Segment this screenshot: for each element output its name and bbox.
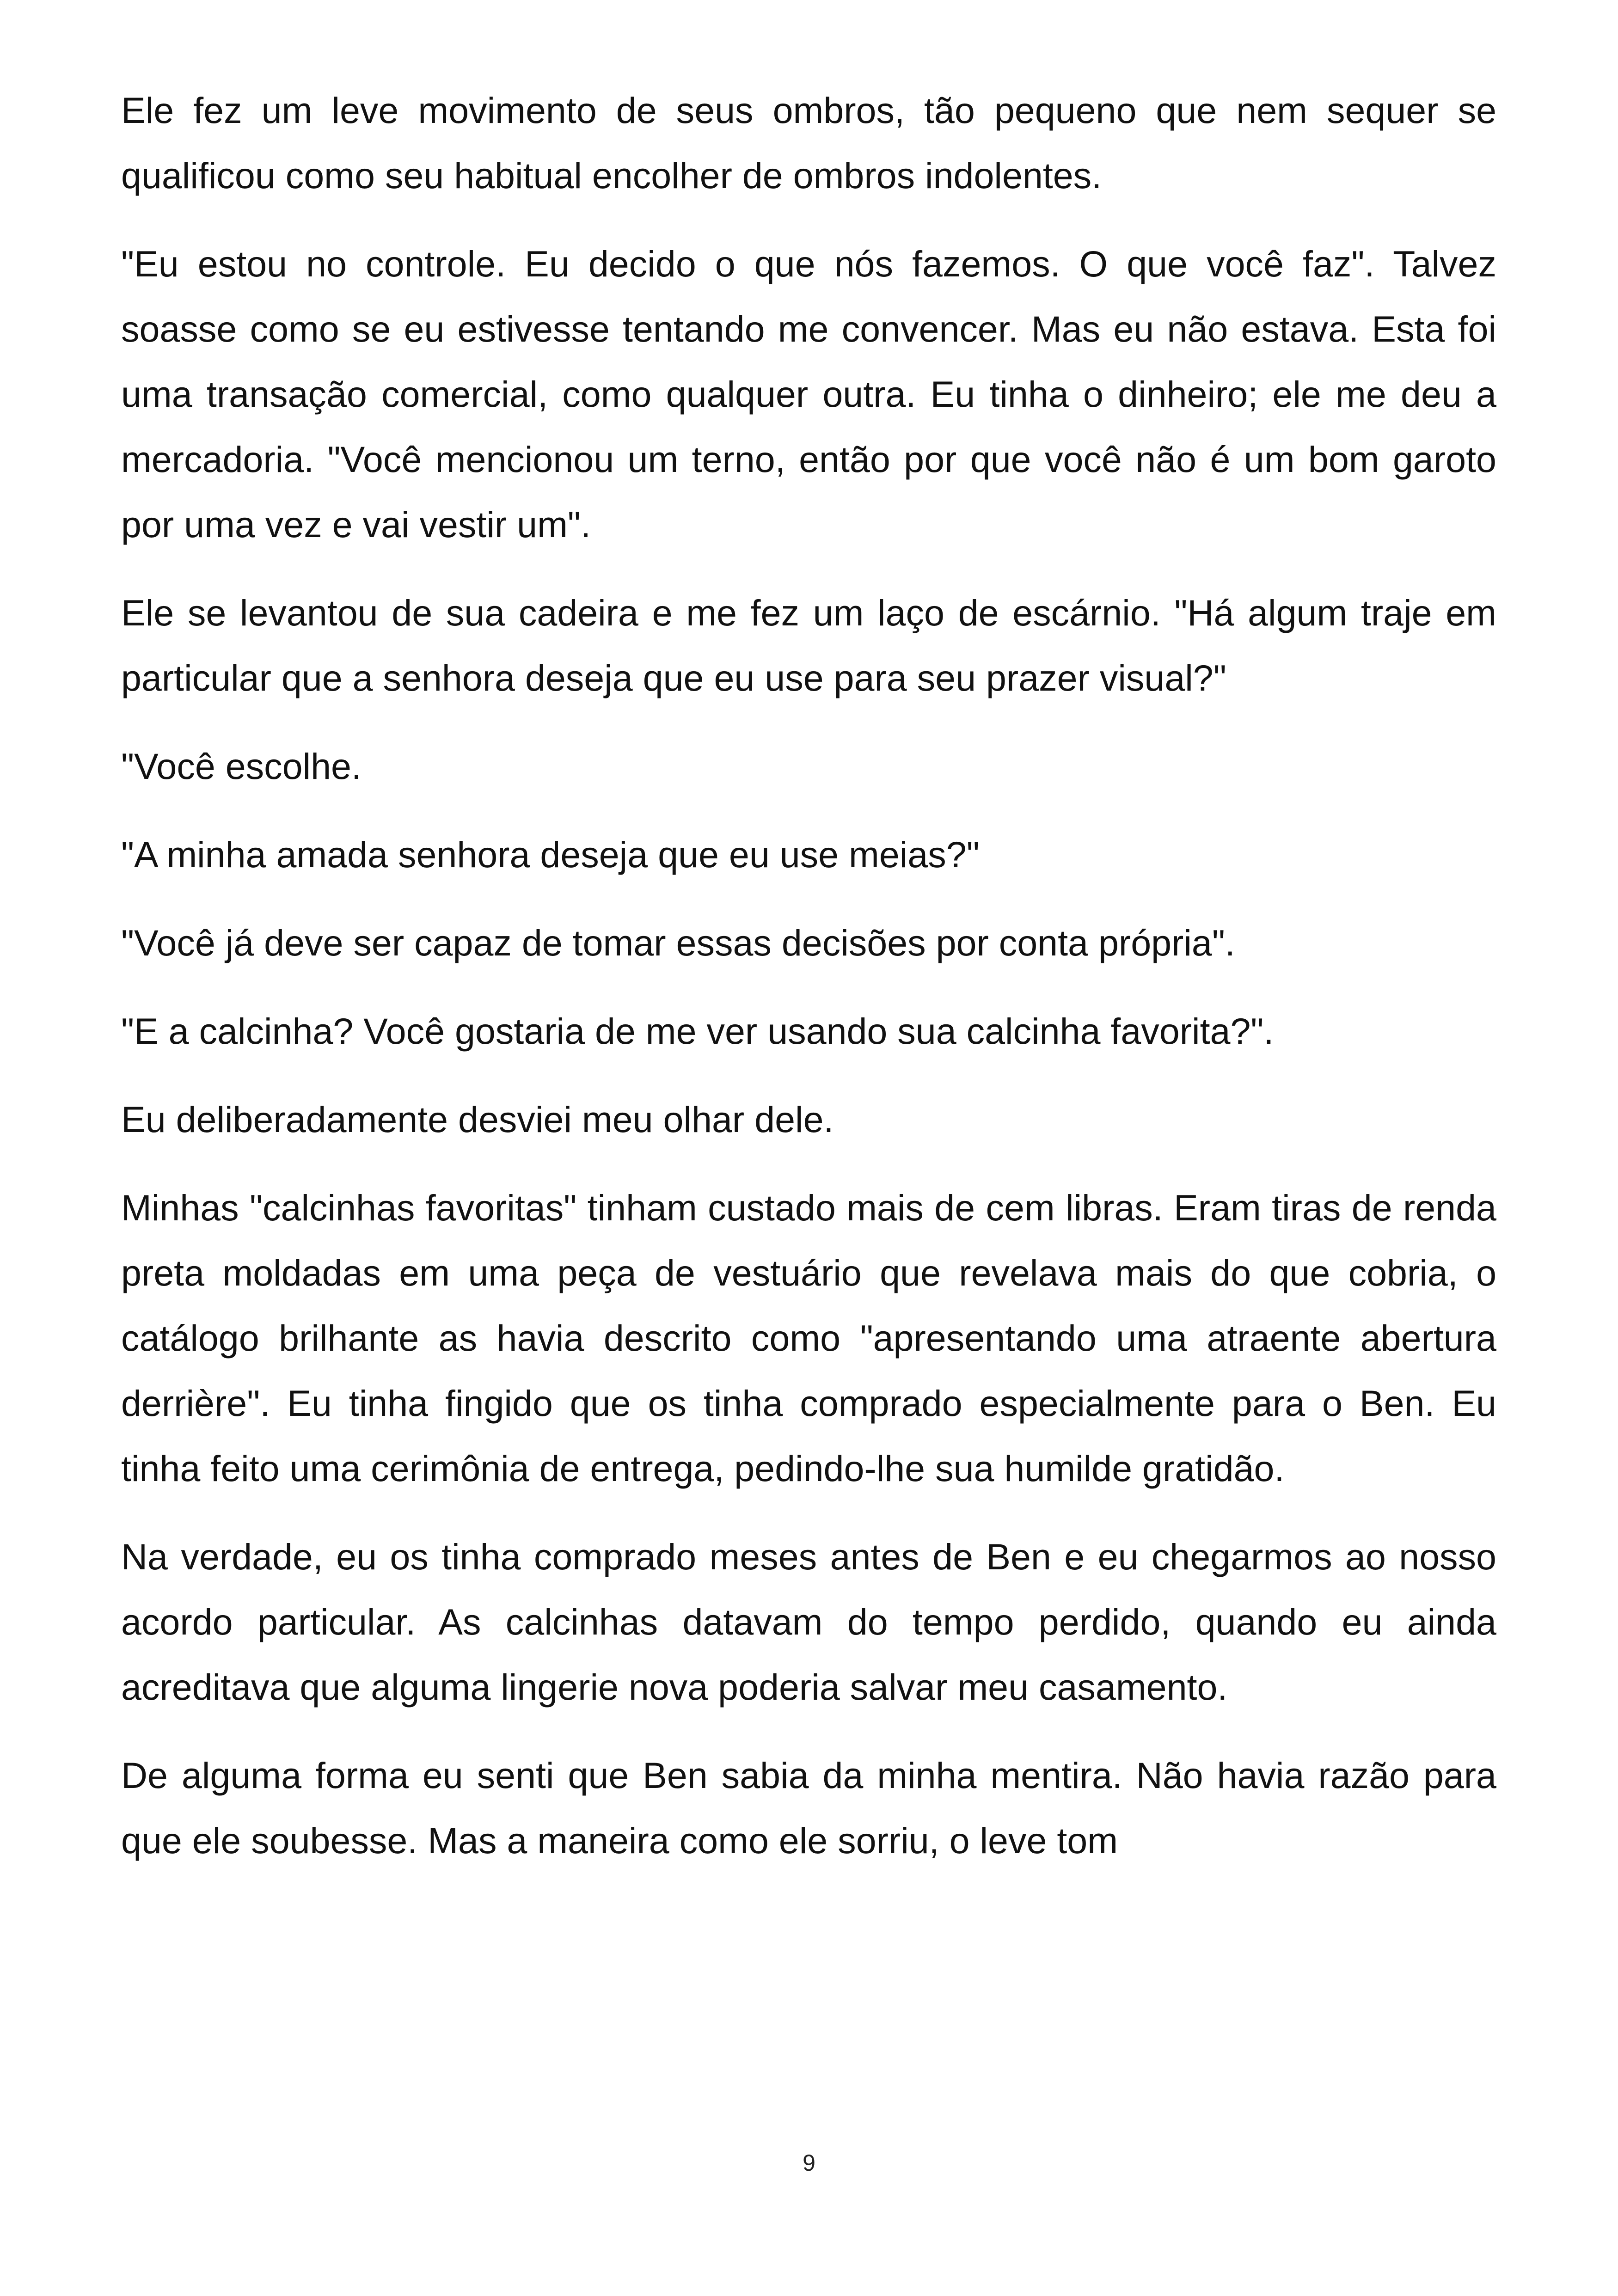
paragraph: "Você já deve ser capaz de tomar essas decisões por conta própria". bbox=[121, 922, 1235, 963]
paragraph: "Você escolhe. bbox=[121, 746, 362, 787]
page-text-body bbox=[121, 78, 1496, 1896]
paragraph: Eu deliberadamente desviei meu olhar dele. bbox=[121, 1099, 834, 1140]
page-number: 9 bbox=[803, 2150, 815, 2176]
paragraph: Minhas "calcinhas favoritas" tinham custado mais de cem libras. Eram tiras de renda preta moldadas em uma peça de vestuário que revelava mais do que cobria, o catálogo brilhante as havia descrito como "apresentando uma atraente abertura derrière". Eu tinha fingido que os tinha comprado especialmente para o Ben. Eu tinha feito uma cerimônia de entrega, pedindo-lhe sua humilde gratidão. bbox=[121, 1187, 1496, 1489]
paragraph: "Eu estou no controle. Eu decido o que nós fazemos. O que você faz". Talvez soasse como se eu estivesse tentando me convencer. Mas eu não estava. Esta foi uma transação comercial, como qualquer outra. Eu tinha o dinheiro; ele me deu a mercadoria. "Você mencionou um terno, então por que você não é um bom garoto por uma vez e vai vestir um". bbox=[121, 243, 1496, 545]
paragraph: Na verdade, eu os tinha comprado meses antes de Ben e eu chegarmos ao nosso acordo particular. As calcinhas datavam do tempo perdido, quando eu ainda acreditava que alguma lingerie nova poderia salvar meu casamento. bbox=[121, 1536, 1496, 1708]
paragraph: "A minha amada senhora deseja que eu use meias?" bbox=[121, 834, 980, 875]
paragraph: Ele fez um leve movimento de seus ombros, tão pequeno que nem sequer se qualificou como seu habitual encolher de ombros indolentes. bbox=[121, 90, 1496, 196]
paragraph: Ele se levantou de sua cadeira e me fez um laço de escárnio. "Há algum traje em particular que a senhora deseja que eu use para seu prazer visual?" bbox=[121, 592, 1496, 698]
paragraph: "E a calcinha? Você gostaria de me ver usando sua calcinha favorita?". bbox=[121, 1010, 1274, 1052]
paragraph: De alguma forma eu senti que Ben sabia da minha mentira. Não havia razão para que ele soubesse. Mas a maneira como ele sorriu, o leve tom bbox=[121, 1755, 1496, 1861]
